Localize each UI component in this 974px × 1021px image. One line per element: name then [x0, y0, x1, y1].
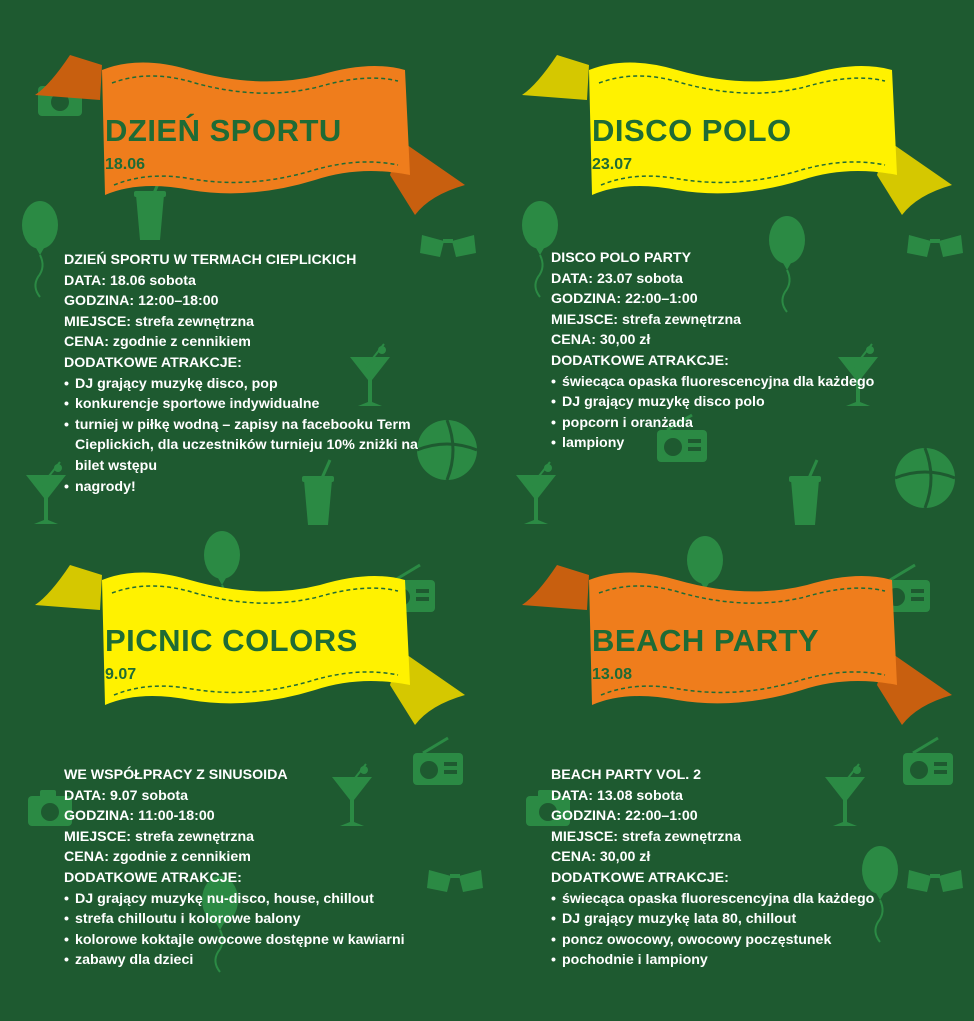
event-detail-line: DATA: 23.07 sobota	[551, 270, 683, 287]
event-panel-dzien-sportu	[0, 0, 487, 510]
event-title: DISCO POLO	[592, 113, 792, 148]
event-date: 9.07	[105, 666, 137, 683]
event-detail-line: DATA: 9.07 sobota	[64, 787, 189, 804]
attraction-item: • świecąca opaska fluorescencyjna dla każdego	[551, 372, 932, 393]
attractions-list	[551, 372, 932, 454]
event-detail-line: MIEJSCE: strefa zewnętrzna	[64, 828, 255, 845]
attraction-item: • DJ grający muzykę disco polo	[551, 392, 932, 413]
event-detail-line: CENA: zgodnie z cennikiem	[64, 334, 251, 351]
event-detail-line: DZIEŃ SPORTU W TERMACH CIEPLICKICH	[64, 252, 357, 268]
attraction-item: • pochodnie i lampiony	[551, 950, 932, 971]
event-detail-line: DODATKOWE ATRAKCJE:	[551, 352, 729, 369]
event-detail-line: DISCO POLO PARTY	[551, 250, 692, 266]
event-detail-line: CENA: zgodnie z cennikiem	[64, 849, 251, 866]
event-title: PICNIC COLORS	[105, 623, 358, 658]
event-detail-line: CENA: 30,00 zł	[551, 849, 651, 866]
attraction-item: • DJ grający muzykę disco, pop	[64, 374, 445, 395]
event-detail-line: BEACH PARTY VOL. 2	[551, 767, 702, 783]
attraction-item: • kolorowe koktajle owocowe dostępne w kawiarni	[64, 930, 445, 951]
event-detail-line: DODATKOWE ATRAKCJE:	[64, 354, 242, 371]
event-panel-picnic-colors	[0, 510, 487, 1020]
event-panel-beach-party	[487, 510, 974, 1020]
attraction-item: • poncz owocowy, owocowy poczęstunek	[551, 930, 932, 951]
attraction-item: • DJ grający muzykę lata 80, chillout	[551, 909, 932, 930]
event-title: BEACH PARTY	[592, 623, 820, 658]
attraction-item: • świecąca opaska fluorescencyjna dla każdego	[551, 889, 932, 910]
event-detail-line: MIEJSCE: strefa zewnętrzna	[551, 828, 742, 845]
attraction-item: • konkurencje sportowe indywidualne	[64, 394, 445, 415]
event-detail-line: WE WSPÓŁPRACY Z SINUSOIDA	[64, 767, 288, 783]
attractions-list	[551, 889, 932, 971]
event-detail-line: DATA: 13.08 sobota	[551, 787, 683, 804]
event-detail-line: DODATKOWE ATRAKCJE:	[64, 869, 242, 886]
event-title: DZIEŃ SPORTU	[105, 113, 342, 148]
attraction-item: • zabawy dla dzieci	[64, 950, 445, 971]
event-date: 18.06	[105, 156, 146, 173]
event-detail-line: GODZINA: 22:00–1:00	[551, 291, 698, 308]
attraction-item: • lampiony	[551, 433, 932, 454]
event-date: 13.08	[592, 666, 633, 683]
attraction-item: • turniej w piłkę wodną – zapisy na facebooku Term Cieplickich, dla uczestników turnieju 10% zniżki na bilet wstępu	[64, 415, 445, 477]
event-panel-disco-polo	[487, 0, 974, 510]
attraction-item: • nagrody!	[64, 477, 445, 498]
attraction-item: • popcorn i oranżada	[551, 413, 932, 434]
attractions-list	[64, 374, 445, 498]
event-detail-line: GODZINA: 22:00–1:00	[551, 808, 698, 825]
event-detail-line: GODZINA: 11:00-18:00	[64, 808, 215, 825]
event-detail-line: MIEJSCE: strefa zewnętrzna	[551, 311, 742, 328]
attraction-item: • DJ grający muzykę nu-disco, house, chillout	[64, 889, 445, 910]
event-detail-line: MIEJSCE: strefa zewnętrzna	[64, 313, 255, 330]
event-detail-line: CENA: 30,00 zł	[551, 332, 651, 349]
event-detail-line: DODATKOWE ATRAKCJE:	[551, 869, 729, 886]
event-details	[64, 765, 445, 971]
attractions-list	[64, 889, 445, 971]
event-detail-line: DATA: 18.06 sobota	[64, 272, 196, 289]
event-details	[64, 250, 445, 497]
event-date: 23.07	[592, 156, 633, 173]
attraction-item: • strefa chilloutu i kolorowe balony	[64, 909, 445, 930]
event-detail-line: GODZINA: 12:00–18:00	[64, 293, 219, 310]
event-details	[551, 765, 932, 971]
event-details	[551, 248, 932, 454]
